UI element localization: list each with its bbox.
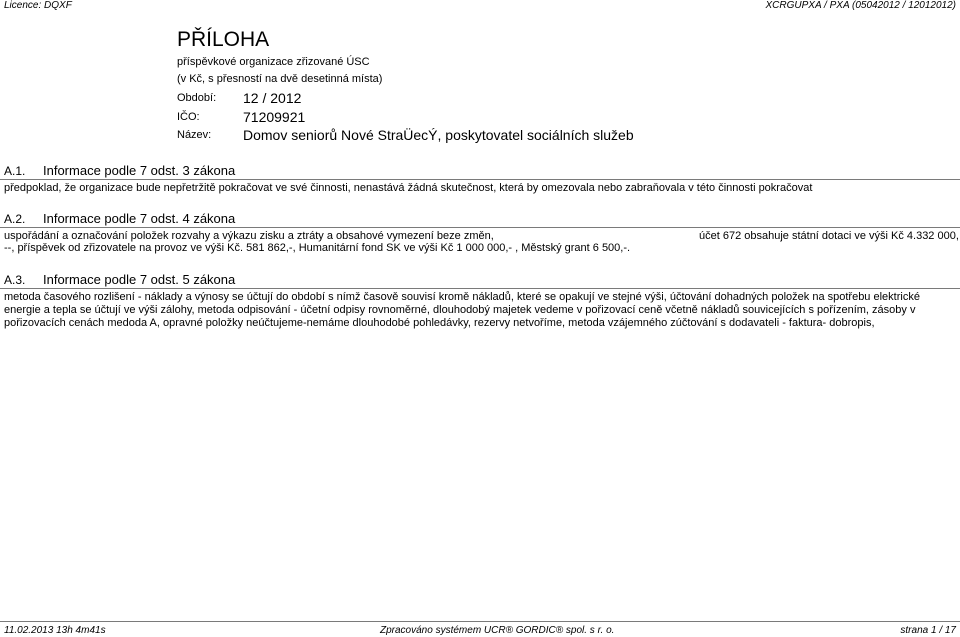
ico-value: 71209921 — [243, 109, 306, 125]
section-header-a1 — [0, 162, 960, 180]
period-label: Období: — [177, 92, 217, 104]
units-note: (v Kč, s přesností na dvě desetinná místa) — [177, 73, 383, 85]
section-title: Informace podle 7 odst. 4 zákona — [43, 211, 236, 226]
footer-processed-by: Zpracováno systémem UCR® GORDIC® spol. s r. o. — [380, 625, 615, 636]
name-label: Název: — [177, 129, 212, 141]
section-title: Informace podle 7 odst. 3 zákona — [43, 163, 236, 178]
licence-label: Licence: DQXF — [4, 0, 72, 11]
footer-timestamp: 11.02.2013 13h 4m41s — [4, 625, 106, 636]
ico-label: IČO: — [177, 111, 200, 123]
period-value: 12 / 2012 — [243, 90, 302, 106]
section-header-a3 — [0, 271, 960, 289]
section-number: A.2. — [4, 212, 26, 226]
section-number: A.3. — [4, 273, 26, 287]
page-title: PŘÍLOHA — [177, 28, 270, 51]
section-title: Informace podle 7 odst. 5 zákona — [43, 272, 236, 287]
page-subtitle: příspěvkové organizace zřizované ÚSC — [177, 56, 370, 68]
section-a2-text-left: uspořádání a označování položek rozvahy a výkazu zisku a ztráty a obsahové vymezení beze změn, — [4, 230, 494, 242]
document-code: XCRGUPXA / PXA (05042012 / 12012012) — [765, 0, 956, 11]
section-a2-text-line2: --, příspěvek od zřizovatele na provoz ve výši Kč. 581 862,-, Humanitární fond SK ve výši Kč 1 000 000,- , Městský grant 6 500,-. — [4, 242, 631, 254]
section-a3-text: metoda časového rozlišení - náklady a výnosy se účtují do období s nímž časově souvisí kromě nákladů, které se opakují ve stejné výši, účtování dohadných položek na spotřebu elektrické energie a tepla se účtují ve výši zálohy, metoda odpisování - účetní odpisy rovnoměrné, dlouhodobý majetek vedeme v pořizovací ceně včetně nákladů souvicejících s pořízením, zásoby v pořizovacích cenách medoda A, opravné položky neúčtujeme-nemáme dlouhodobé pohledávky, rezervy netvoříme, metoda vzájemného zúčtování s dodavateli - faktura- dobropis, — [4, 291, 920, 329]
section-a2-text-right: účet 672 obsahuje státní dotaci ve výši Kč 4.332 000, — [699, 230, 959, 242]
section-a1-text: předpoklad, že organizace bude nepřetržitě pokračovat ve své činnosti, nenastává žádná skutečnost, která by omezovala nebo zabraňovala v této činnosti pokračovat — [4, 182, 813, 194]
footer-page-number: strana 1 / 17 — [900, 625, 956, 636]
footer-divider — [0, 621, 960, 622]
section-number: A.1. — [4, 164, 26, 178]
name-value: Domov seniorů Nové StraÜecÝ, poskytovatel sociálních služeb — [243, 127, 634, 143]
section-header-a2 — [0, 210, 960, 228]
